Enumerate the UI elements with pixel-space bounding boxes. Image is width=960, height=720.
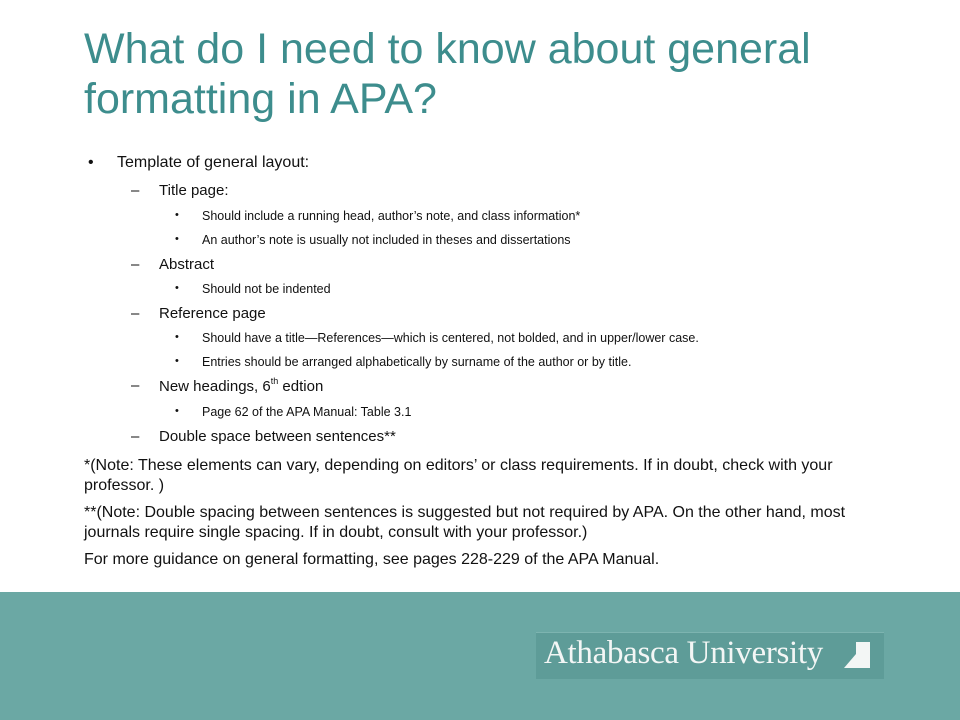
- dash-marker: –: [131, 377, 140, 394]
- headings-text-end: edtion: [278, 378, 324, 395]
- bullet-dot: •: [175, 355, 179, 367]
- dash-marker: –: [131, 256, 140, 273]
- detail-text: An author’s note is usually not included in theses and dissertations: [202, 233, 571, 247]
- subitem-text: Double space between sentences**: [159, 428, 396, 445]
- au-logo-icon: [842, 640, 872, 670]
- note-double-spacing: **(Note: Double spacing between sentences is suggested but not required by APA. On the other hand, most journals require single spacing. If in doubt, consult with your professor.): [84, 504, 846, 541]
- slide-title: What do I need to know about general formatting in APA?: [84, 25, 811, 123]
- detail-text: Should not be indented: [202, 282, 331, 296]
- dash-marker: –: [131, 182, 140, 199]
- headings-text: New headings, 6: [159, 378, 271, 395]
- university-logo: [536, 632, 884, 679]
- dash-marker: –: [131, 428, 140, 445]
- detail-text: Entries should be arranged alphabetically by surname of the author or by title.: [202, 355, 632, 369]
- detail-text: Page 62 of the APA Manual: Table 3.1: [202, 405, 412, 419]
- bullet-text: Template of general layout:: [117, 154, 310, 171]
- bullet-dot: •: [175, 331, 179, 343]
- subitem-text: Title page:: [159, 182, 229, 199]
- headings-superscript: th: [270, 376, 279, 386]
- note-more-guidance: For more guidance on general formatting, see pages 228-229 of the APA Manual.: [84, 551, 660, 568]
- subitem-text: [159, 377, 323, 395]
- bullet-dot: •: [175, 209, 179, 221]
- logo-text: Athabasca University: [544, 635, 823, 671]
- detail-text: Should include a running head, author’s note, and class information*: [202, 209, 581, 223]
- footer-band: [0, 592, 960, 720]
- bullet-dot: •: [88, 154, 94, 171]
- subitem-text: Reference page: [159, 305, 266, 322]
- detail-text: Should have a title—References—which is centered, not bolded, and in upper/lower case.: [202, 331, 699, 345]
- dash-marker: –: [131, 305, 140, 322]
- subitem-text: Abstract: [159, 256, 215, 273]
- bullet-dot: •: [175, 282, 179, 294]
- bullet-dot: •: [175, 233, 179, 245]
- bullet-dot: •: [175, 405, 179, 417]
- note-elements-vary: *(Note: These elements can vary, depending on editors’ or class requirements. If in doubt, check with your professor. ): [84, 457, 833, 494]
